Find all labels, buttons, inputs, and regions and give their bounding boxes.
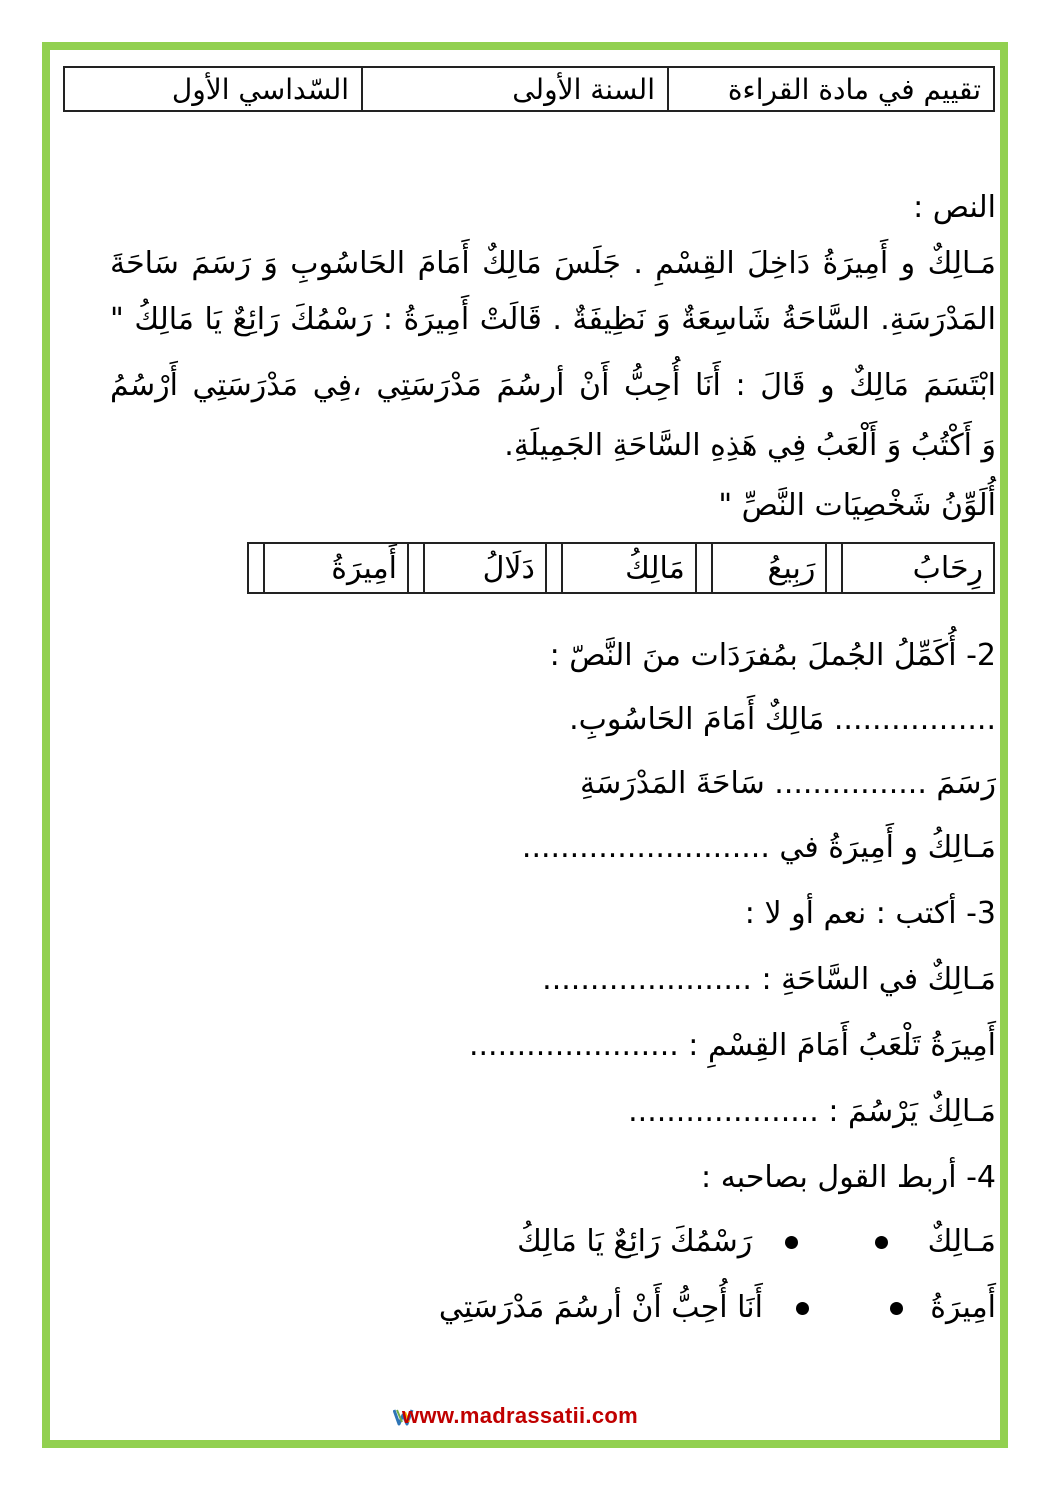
color-box[interactable] xyxy=(408,543,424,593)
text-line: وَ أَكْتُبُ وَ أَلْعَبُ فِي هَذِهِ السَّاحَةِ الجَمِيلَةِ. xyxy=(504,428,996,463)
character-name: رَبِيعُ xyxy=(712,543,827,593)
quote: أَنَا أُحِبُّ أَنْ أرسُمَ مَدْرَسَتِي xyxy=(438,1290,763,1325)
q3-sentence: مَـالِكٌ في السَّاحَةِ : ...................... xyxy=(542,962,996,997)
q3-sentence: أَمِيرَةُ تَلْعَبُ أَمَامَ القِسْمِ : ...................... xyxy=(468,1028,996,1063)
q1-title: أُلَوِّنُ شَخْصِيَات النَّصِّ " xyxy=(718,488,996,523)
match-dot[interactable] xyxy=(796,1302,809,1315)
q3-sentence: مَـالِكٌ يَرْسُمَ : .................... xyxy=(628,1094,996,1129)
subject-cell: تقييم في مادة القراءة xyxy=(668,67,994,111)
year-cell: السنة الأولى xyxy=(362,67,668,111)
character-name: أَمِيرَةُ xyxy=(264,543,408,593)
match-dot[interactable] xyxy=(890,1302,903,1315)
text-line: مَـالِكٌ و أَمِيرَةُ دَاخِلَ القِسْمِ . جَلَسَ مَالِكٌ أَمَامَ الحَاسُوبِ وَ رَسَمَ سَاحَةَ xyxy=(110,246,996,281)
q4-title: 4- أربط القول بصاحبه : xyxy=(701,1160,996,1195)
q2-title: 2- أُكَمِّلُ الجُملَ بمُفرَدَات منَ النَّصّ : xyxy=(549,638,996,673)
match-row xyxy=(439,1288,996,1328)
text-line: ابْتَسَمَ مَالِكٌ و قَالَ : أَنَا أُحِبُّ أَنْ أرسُمَ مَدْرَسَتِي ،فِي مَدْرَسَتِي أَرْسُمُ xyxy=(110,368,996,403)
q3-title: 3- أكتب : نعم أو لا : xyxy=(744,896,996,931)
site-url[interactable]: www.madrassatii.com xyxy=(402,1403,638,1428)
speaker-name: أَمِيرَةُ xyxy=(930,1290,996,1325)
text-label: النص : xyxy=(913,190,996,225)
q2-sentence: رَسَمَ ................ سَاحَةَ المَدْرَسَةِ xyxy=(580,766,996,801)
text-line: المَدْرَسَةِ. السَّاحَةُ شَاسِعَةٌ وَ نَظِيفَةٌ . قَالَتْ أَمِيرَةُ : رَسْمُكَ رَائِعٌ يَا مَالِكُ " xyxy=(110,302,996,337)
speaker-name: مَـالِكٌ xyxy=(927,1224,996,1259)
character-name: رِحَابُ xyxy=(842,543,994,593)
q2-sentence: ................. مَالِكٌ أَمَامَ الحَاسُوبِ. xyxy=(569,702,996,737)
semester-cell: السّداسي الأول xyxy=(64,67,362,111)
quote: رَسْمُكَ رَائِعٌ يَا مَالِكُ xyxy=(517,1224,753,1259)
color-box[interactable] xyxy=(826,543,842,593)
color-box[interactable] xyxy=(696,543,712,593)
match-dot[interactable] xyxy=(875,1236,888,1249)
match-row xyxy=(517,1222,996,1262)
characters-table xyxy=(247,542,995,594)
character-name: مَالِكُ xyxy=(562,543,696,593)
q2-sentence: مَـالِكُ و أَمِيرَةُ في .......................... xyxy=(521,830,996,865)
character-name: دَلَالُ xyxy=(424,543,546,593)
color-box[interactable] xyxy=(546,543,562,593)
header-table xyxy=(63,66,995,112)
color-box[interactable] xyxy=(248,543,264,593)
match-dot[interactable] xyxy=(785,1236,798,1249)
